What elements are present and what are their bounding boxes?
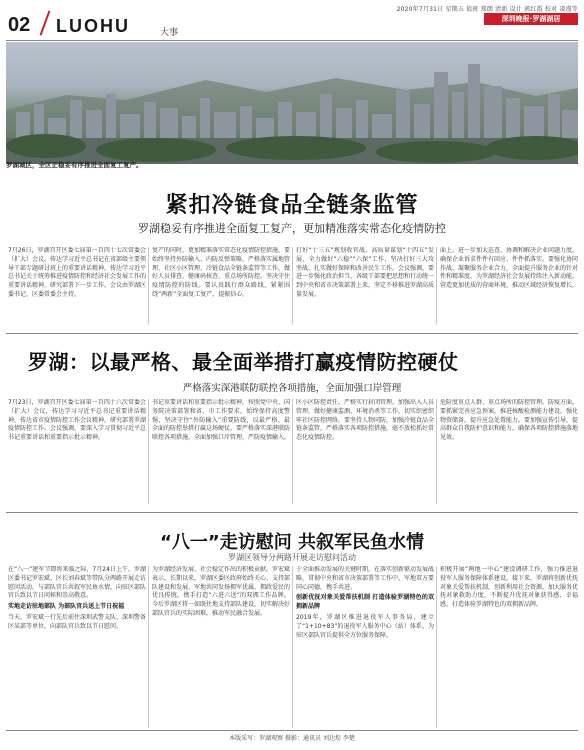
- city-photo: [6, 42, 578, 164]
- story3-col1: [8, 566, 146, 728]
- header-rule: [6, 40, 578, 41]
- page-header: [0, 0, 584, 48]
- section-subtitle: 大事: [160, 28, 179, 38]
- subheadline-3: 罗湖区领导分两路开展走访慰问活动: [228, 553, 356, 562]
- paragraph: 于全面推动发展的关键时期，在落实创新驱动发展战略，贯彻中央和省市决策部署等工作中，军地双方要同心同德，携手共进。: [296, 566, 434, 591]
- column-rule: [292, 247, 293, 325]
- section-title: LUOHU: [56, 16, 130, 36]
- story3-col3: [296, 566, 434, 728]
- column-rule: [148, 399, 149, 504]
- divider-slash: [40, 10, 51, 35]
- city-skyline: [6, 42, 578, 164]
- paragraph: 2019年，罗湖区推进退役军人事务局，建立了“1+10+83”的退役军人服务中心（站）体系，为驻区部队官兵提供全方位服务保障。: [296, 613, 434, 639]
- story2-col3: 区小区防控责任，严格实行封闭管理，加强出入人员管理，做好健康监测、环境消杀等工作，切实织密织牢社区防控网络。要坚持人物同防，加强冷链食品全链条监管，严格落实各项防控措施，毫不放松抓好常态化疫情防控。: [296, 399, 434, 442]
- paragraph: 当天，罗宏斌一行先后前往深圳武警支队、深圳警备区某部等单位，向部队官兵致以节日慰问。: [8, 613, 146, 630]
- column-rule: [148, 247, 149, 325]
- photo-caption: 罗湖城区，全区正稳妥有序推进全面复工复产。: [6, 161, 143, 169]
- story2-col2: 书记重要讲话和重要指示批示精神，按照党中央、国务院决策部署和省、市工作要求，始终保持高度警惕，坚决守住“外防输入”重要防线，以最严格、最全面的防控举措打赢这场硬仗。要严格落实深港联防联控各项措施，全面加强口岸管理，严防疫情输入。: [152, 399, 290, 442]
- section-rule: [6, 512, 578, 513]
- brand-label: 深圳晚报·罗湖湖居: [501, 15, 561, 23]
- subheadline-1: 罗湖稳妥有序推进全面复工复产，更加精准落实常态化疫情防控: [138, 222, 446, 235]
- headline-1: 紧扣冷链食品全链条监管: [165, 193, 419, 218]
- inline-subhead: 实地走访驻地部队 为部队官兵送上节日祝福: [8, 603, 125, 611]
- headline-2: 罗湖：以最严格、最全面举措打赢疫情防控硬仗: [28, 350, 459, 374]
- story1-col1: 7月26日，罗湖召开区委七届第一百四十七次常委会（扩大）会议，传达学习近平总书记在省部级主要领导干部专题研讨班上的重要讲话精神，传达学习近平总书记关于统筹推进疫情防控和经济社会发展工作的重要讲话精神，研究部署下一步工作。会议由罗湖区委书记、区委常委会主持。: [8, 247, 146, 298]
- footer-rule: [6, 730, 578, 731]
- section-rule: [6, 333, 578, 334]
- page-footer: 本版采写：罗湖观察 摄影：通讯员 刘达煌 李楚: [229, 735, 355, 742]
- brand-tag: [484, 13, 578, 25]
- story2-col4: 危险度重点人群、重点场所的防控管理。防疫方面，要抓紧完善应急预案，推进核酸检测能力建设，强化物资储备，提升应急处置能力。要加强宣传引导，提高群众自我防护意识和能力，确保各项防控措施落地见效。: [440, 399, 578, 442]
- story1-col2: 复产的同时，更加精准落实常态化疫情防控措施，要始终坚持外防输入、内防反弹策略，严格落实属地管理、社区小区管理、冷链食品全链条监管等工作，做好人员排查、健康码核查、重点场所防控，坚决守住疫情防控的防线。要认真践行群众路线，紧紧围绕“两新”全面复工复产，提振信心。: [152, 247, 290, 298]
- page-number: 02: [8, 14, 31, 36]
- story1-col3: 打好“十三五”规划收官战，高质量谋划“十四五”发展，全力做好“六稳”“六保”工作，坚决打好三大攻坚战，扎实做好保障和改善民生工作。会议强调，要进一步强化政治担当，各级干部要把思想和行动统一到中央和省市决策部署上来，坚定不移推进罗湖高质量发展。: [296, 247, 434, 298]
- paragraph: 在“八一”建军节即将来临之际，7月24日上午，罗湖区委书记罗宏斌、区长刘春斌等带队分两路开展走访慰问活动，与部队官兵共叙军民鱼水情，向驻区部队官兵致以节日问候和崇高敬意。: [8, 566, 146, 600]
- column-rule: [292, 566, 293, 728]
- inline-subhead: 创新优抚对象关爱帮扶机制 打造体验罗湖特色的双拥新品牌: [296, 594, 434, 611]
- story3-col2: 为罗湖经济发展、社会稳定作出的积极贡献。罗宏斌表示，长期以来，罗湖区委区政府始终关心、支持部队建设和发展，军地共同发扬拥军优属、拥政爱民的优良传统，携手打造“六进六送”的双拥工作品牌。今后罗湖区将一如既往地支持部队建设，切实解决好部队官兵的实际困难，推动军民融合发展。: [152, 566, 290, 617]
- story3-col4: 积极开展“两地一中心”建设调研工作，强力推进退役军人服务保障体系建设。接下来，罗湖将创新优抚对象关爱帮扶机制，创新利用社会资源，加大服务优抚对象救助力度，不断提升优抚对象获得感、幸福感，打造体验罗湖特色的双拥新品牌。: [440, 566, 578, 609]
- subheadline-2: 严格落实深港联防联控各项措施，全面加强口岸管理: [182, 383, 402, 394]
- column-rule: [148, 566, 149, 728]
- column-rule: [436, 247, 437, 325]
- headline-3: “八一”走访慰问 共叙军民鱼水情: [160, 532, 424, 553]
- story2-col1: 7月23日，罗湖召开区委七届第一百四十六次常委会（扩大）会议，传达学习习近平总书记重要讲话精神，传达省市疫情防控工作会议精神，研究部署罗湖疫情防控工作。会议强调，要深入学习贯彻习近平总书记重要讲话和重要指示批示精神。: [8, 399, 146, 442]
- column-rule: [292, 399, 293, 504]
- column-rule: [436, 566, 437, 728]
- column-rule: [436, 399, 437, 504]
- story1-col4: 面上，进一步加大巡查、协调和解决企业问题力度，确保企业诉求件件有回应、件件抓落实。要强化协同作战，凝聚服务企业合力，全面提升服务企业的针对性和精准度，为罗湖经济社会发展持续注入新动能，营造更加优质的营商环境，推动区域经济恢复增长。: [440, 247, 578, 290]
- issue-meta: 2020年7月31日 星期五 值班 郑朗 清新 设计 郭红霞 校对 凌漫等: [396, 6, 578, 13]
